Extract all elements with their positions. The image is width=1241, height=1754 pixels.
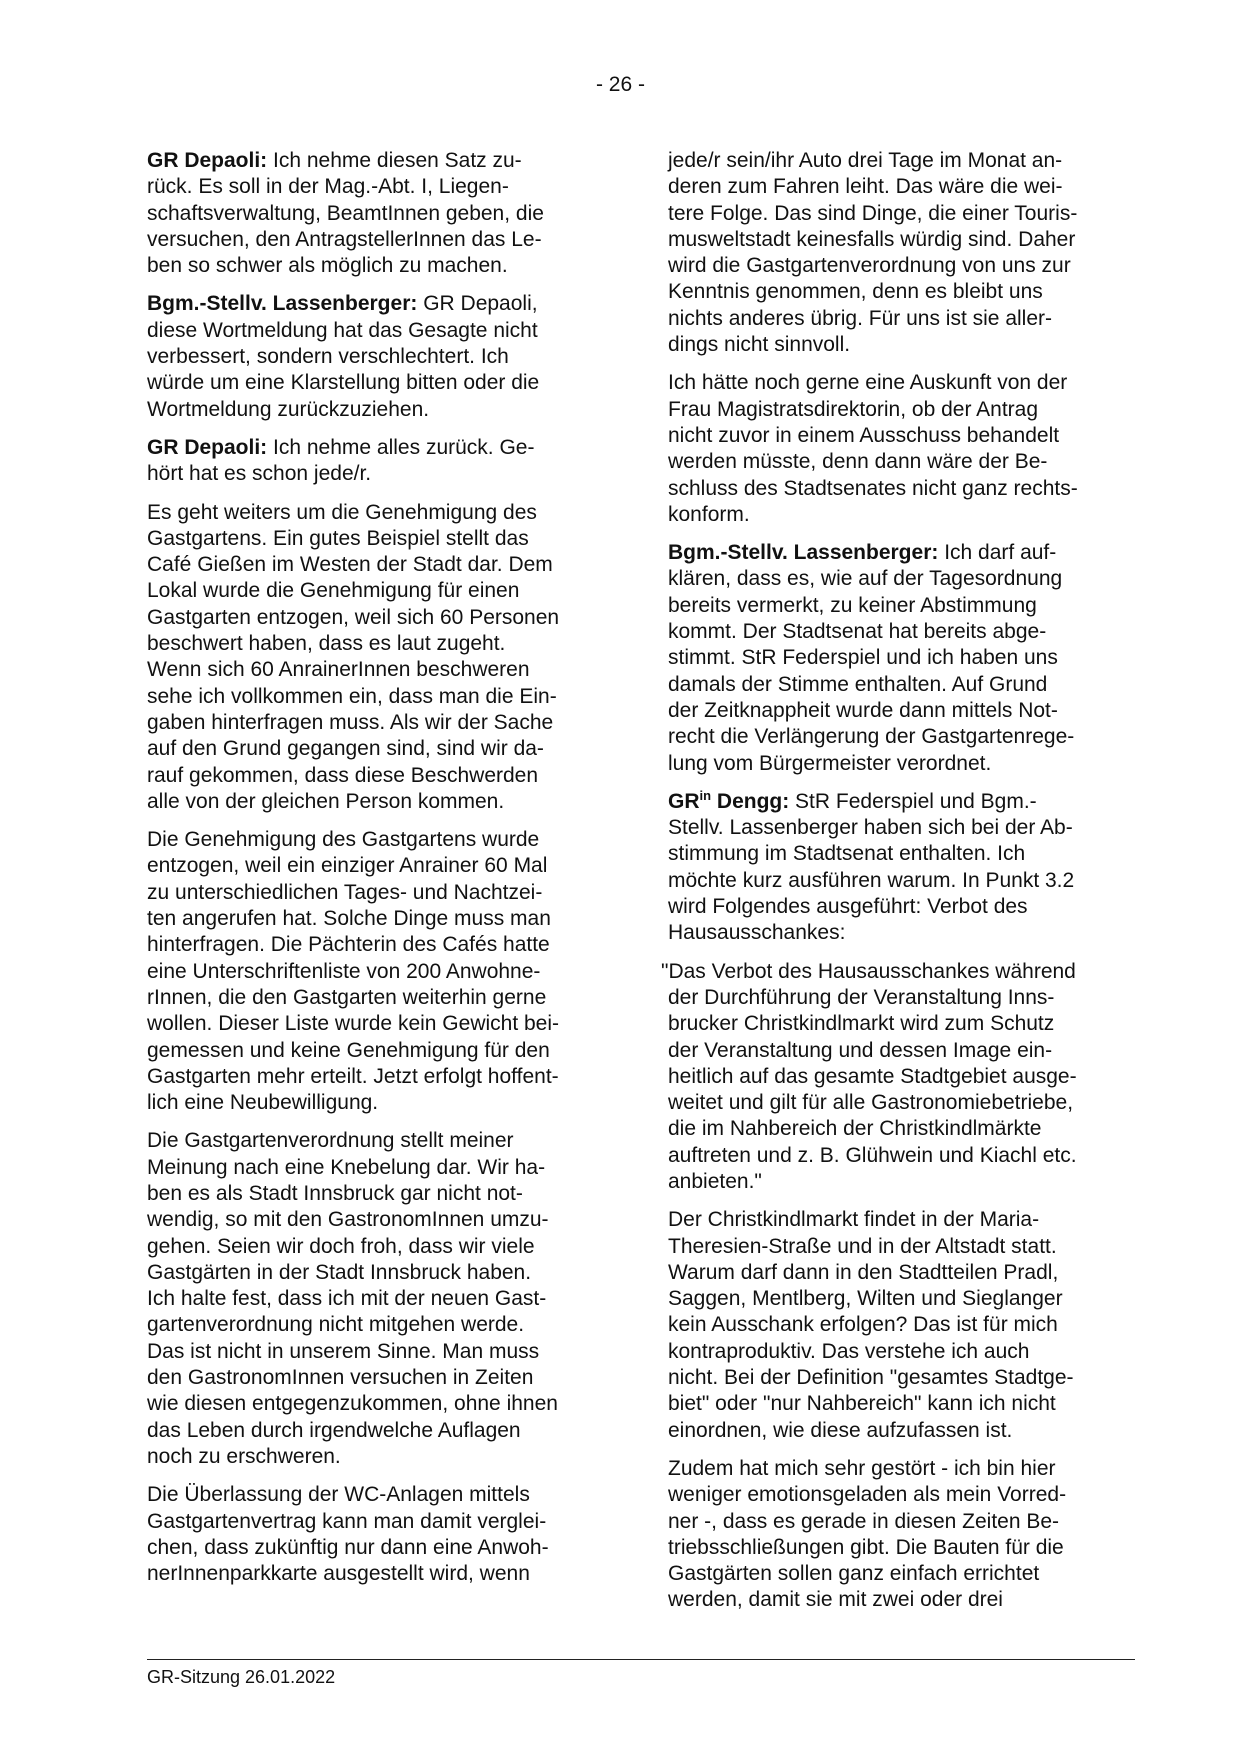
paragraph: jede/r sein/ihr Auto drei Tage im Monat an- deren zum Fahren leiht. Das wäre die wei- tere Folge. Das sind Dinge, die einer Touris- musweltstadt keinesfalls würdig sind. Daher wird die Gastgartenverordnung von uns zur Kenntnis genommen, denn es bleibt uns nichts anderes übrig. Für uns ist sie aller- dings nicht sinnvoll.	[668, 149, 1078, 357]
paragraph	[668, 540, 1136, 777]
speaker-name: Bgm.-Stellv. Lassenberger:	[147, 292, 418, 316]
paragraph	[668, 789, 1136, 947]
paragraph-text: GR Depaoli, diese Wortmeldung hat das Gesagte nicht verbessert, sondern verschlechtert. Ich würde um eine Klarstellung bitten oder die Wortmeldung zurückzuziehen.	[147, 292, 540, 421]
paragraph	[147, 435, 607, 488]
speaker-name: Bgm.-Stellv. Lassenberger:	[668, 541, 939, 565]
speaker-prefix: GR	[668, 789, 700, 813]
left-column	[147, 148, 607, 1599]
right-column	[661, 148, 1136, 1626]
page-number: - 26 -	[595, 73, 645, 96]
paragraph: Die Überlassung der WC-Anlagen mittels Gastgartenvertrag kann man damit verglei- chen, dass zukünftig nur dann eine Anwoh- nerInnenparkkarte ausgestellt wird, wenn	[147, 1483, 549, 1586]
footer-session-date: GR-Sitzung 26.01.2022	[147, 1667, 336, 1687]
paragraph: Es geht weiters um die Genehmigung des Gastgartens. Ein gutes Beispiel stellt das Café Gießen im Westen der Stadt dar. Dem Lokal wurde die Genehmigung für einen Gastgarten entzogen, weil sich 60 Personen beschwert haben, dass es laut zugeht. Wenn sich 60 AnrainerInnen beschweren sehe ich vollkommen ein, dass man die Ein- gaben hinterfragen muss. Als wir der Sache auf den Grund gegangen sind, sind wir da- rauf gekommen, dass diese Beschwerden alle von der gleichen Person kommen.	[147, 500, 560, 813]
paragraph-text: Ich nehme alles zurück. Ge- hört hat es schon jede/r.	[147, 435, 535, 486]
paragraph: Die Genehmigung des Gastgartens wurde entzogen, weil ein einziger Anrainer 60 Mal zu unterschiedlichen Tages- und Nachtzei- ten angerufen hat. Solche Dinge muss man hinterfragen. Die Pächterin des Cafés hatte eine Unterschriftenliste von 200 Anwohne- rInnen, die den Gastgarten weiterhin gerne wollen. Dieser Liste wurde kein Gewicht bei- gemessen und keine Genehmigung für den Gastgarten mehr erteilt. Jetzt erfolgt hoffent- lich eine Neubewilligung.	[147, 828, 560, 1115]
paragraph-text: Ich darf auf- klären, dass es, wie auf der Tagesordnung bereits vermerkt, zu keiner Abstimmung kommt. Der Stadtsenat hat bereits abge- stimmt. StR Federspiel und ich haben uns damals der Stimme enthalten. Auf Grund der Zeitknappheit wurde dann mittels Not- recht die Verlängerung der Gastgartenrege- lung vom Bürgermeister verordnet.	[668, 541, 1075, 775]
paragraph	[147, 148, 607, 279]
paragraph: Ich hätte noch gerne eine Auskunft von der Frau Magistratsdirektorin, ob der Antrag nicht zuvor in einem Ausschuss behandelt werden müsste, denn dann wäre der Be- schluss des Stadtsenates nicht ganz rechts- konform.	[668, 371, 1078, 526]
speaker-superscript: in	[699, 787, 712, 803]
quoted-paragraph: "Das Verbot des Hausausschankes während der Durchführung der Veranstaltung Inns- brucker Christkindlmarkt wird zum Schutz der Veranstaltung und dessen Image ein- heitlich auf das gesamte Stadtgebiet ausge- weitet und gilt für alle Gastronomiebetriebe, die im Nahbereich der Christkindlmärkte auftreten und z. B. Glühwein und Kiachl etc. anbieten."	[661, 959, 1077, 1193]
paragraph: Die Gastgartenverordnung stellt meiner Meinung nach eine Knebelung dar. Wir ha- ben es als Stadt Innsbruck gar nicht not- wendig, so mit den GastronomInnen umzu- gehen. Seien wir doch froh, dass wir viele Gastgärten in der Stadt Innsbruck haben. Ich halte fest, dass ich mit der neuen Gast- gartenverordnung nicht mitgehen werde. Das ist nicht in unserem Sinne. Man muss den GastronomInnen versuchen in Zeiten wie diesen entgegenzukommen, ohne ihnen das Leben durch irgendwelche Auflagen noch zu erschweren.	[147, 1129, 558, 1468]
speaker-name	[668, 787, 790, 813]
paragraph-text: StR Federspiel und Bgm.- Stellv. Lassenberger haben sich bei der Ab- stimmung im Stadtsenat enthalten. Ich möchte kurz ausführen warum. In Punkt 3.2 wird Folgendes ausgeführt: Verbot des Hausausschankes:	[668, 789, 1075, 945]
speaker-surname: Dengg:	[711, 789, 790, 813]
paragraph-text: Ich nehme diesen Satz zu- rück. Es soll in der Mag.-Abt. I, Liegen- schaftsverwaltung, BeamtInnen geben, die versuchen, den AntragstellerInnen das Le- ben so schwer als möglich zu machen.	[147, 149, 544, 278]
footer-divider	[147, 1659, 1135, 1660]
paragraph	[147, 291, 607, 422]
paragraph: Der Christkindlmarkt findet in der Maria- Theresien-Straße und in der Altstadt statt. Warum darf dann in den Stadtteilen Pradl, Saggen, Mentlberg, Wilten und Sieglanger kein Ausschank erfolgen? Das ist für mich kontraproduktiv. Das verstehe ich auch nicht. Bei der Definition "gesamtes Stadtge- biet" oder "nur Nahbereich" kann ich nicht einordnen, wie diese aufzufassen ist.	[668, 1208, 1074, 1442]
paragraph: Zudem hat mich sehr gestört - ich bin hier weniger emotionsgeladen als mein Vorred- ner -, dass es gerade in diesen Zeiten Be- triebsschließungen gibt. Die Bauten für die Gastgärten sollen ganz einfach errichtet werden, damit sie mit zwei oder drei	[668, 1456, 1067, 1612]
speaker-name: GR Depaoli:	[147, 435, 268, 459]
speaker-name: GR Depaoli:	[147, 149, 268, 172]
